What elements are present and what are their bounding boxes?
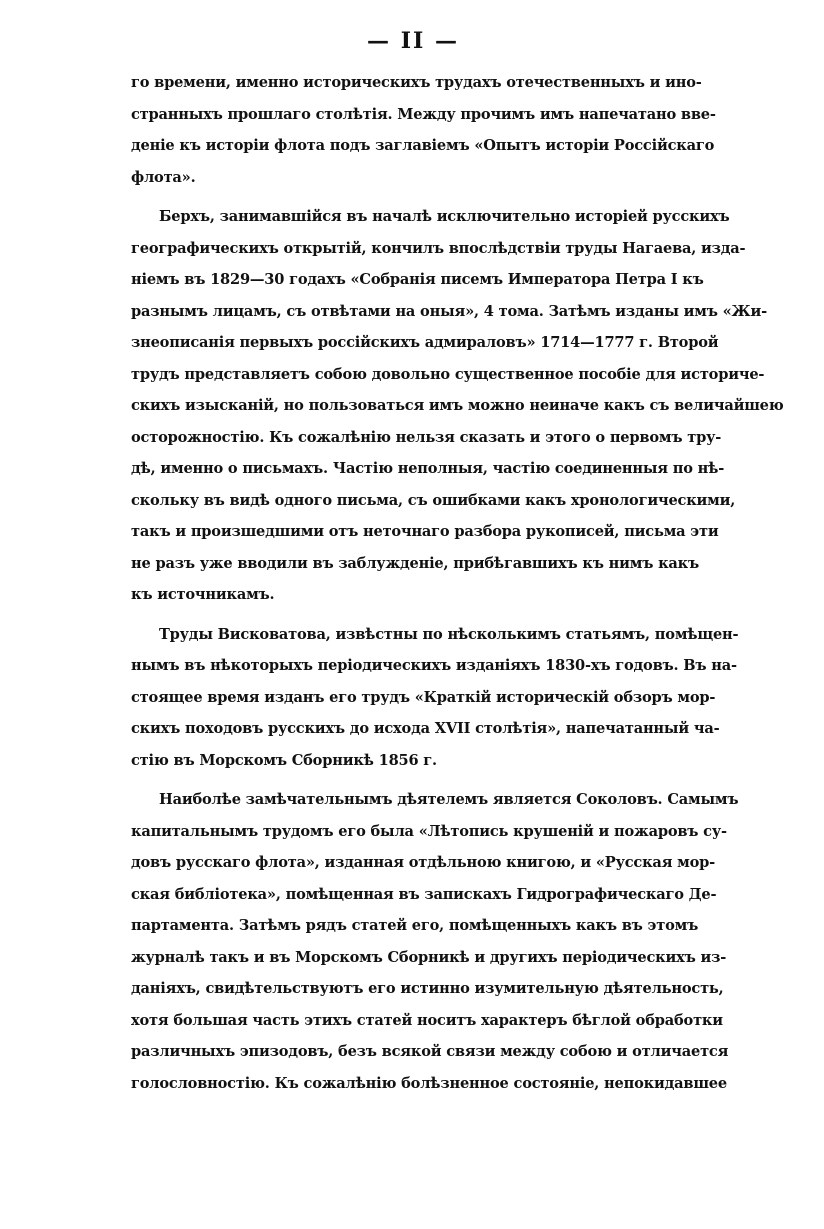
text-line: даніяхъ, свидѣтельствуютъ его истинно изумительную дѣятельность, <box>131 980 724 997</box>
text-line: го времени, именно историческихъ трудахъ отечественныхъ и ино- <box>131 74 702 91</box>
text-line: нымъ въ нѣкоторыхъ періодическихъ изданіяхъ 1830-хъ годовъ. Въ на- <box>131 657 737 674</box>
text-line: трудъ представляетъ собою довольно существенное пособіе для историче- <box>131 365 765 383</box>
text-line: капитальнымъ трудомъ его была «Лѣтопись крушеній и пожаровъ су- <box>131 822 727 840</box>
text-line: хотя большая часть этихъ статей носитъ характеръ бѣглой обработки <box>131 1011 723 1029</box>
page-body <box>131 67 784 1107</box>
text-line: стоящее время изданъ его трудъ «Краткій историческій обзоръ мор- <box>131 688 716 706</box>
page-number: — II — <box>367 28 459 54</box>
text-line: къ источникамъ. <box>131 586 275 603</box>
text-line: журналѣ такъ и въ Морскомъ Сборникѣ и другихъ періодическихъ из- <box>131 948 727 966</box>
text-line: ская библіотека», помѣщенная въ запискахъ Гидрографическаго Де- <box>131 885 717 903</box>
text-line: Берхъ, занимавшійся въ началѣ исключительно исторіей русскихъ <box>159 208 730 225</box>
text-line: скольку въ видѣ одного письма, съ ошибками какъ хронологическими, <box>131 491 736 509</box>
text-line: различныхъ эпизодовъ, безъ всякой связи между собою и отличается <box>131 1043 729 1060</box>
text-line: довъ русскаго флота», изданная отдѣльною книгою, и «Русская мор- <box>131 854 716 871</box>
text-line: не разъ уже вводили въ заблужденіе, прибѣгавшихъ къ нимъ какъ <box>131 554 700 572</box>
text-line: географическихъ открытій, кончилъ впослѣдствіи труды Нагаева, изда- <box>131 239 746 257</box>
text-line: скихъ походовъ русскихъ до исхода XVII столѣтія», напечатанный ча- <box>131 720 720 737</box>
text-line: дѣ, именно о письмахъ. Частію неполныя, частію соединенныя по нѣ- <box>131 460 725 477</box>
text-line: Наиболѣе замѣчательнымъ дѣятелемъ является Соколовъ. Самымъ <box>159 791 739 808</box>
text-line: стію въ Морскомъ Сборникѣ 1856 г. <box>131 751 437 769</box>
text-line: деніе къ исторіи флота подъ заглавіемъ «Опытъ исторіи Россійскаго <box>131 137 715 154</box>
text-line: разнымъ лицамъ, съ отвѣтами на оныя», 4 тома. Затѣмъ изданы имъ «Жи- <box>131 302 767 320</box>
paragraph <box>131 201 784 611</box>
text-line: ніемъ въ 1829—30 годахъ «Собранія писемъ Императора Петра I къ <box>131 271 704 288</box>
text-line: флота». <box>131 168 196 186</box>
text-line: партамента. Затѣмъ рядъ статей его, помѣщенныхъ какъ въ этомъ <box>131 917 699 934</box>
text-line: знеописанія первыхъ россійскихъ адмираловъ» 1714—1777 г. Второй <box>131 334 719 351</box>
text-line: Труды Висковатова, извѣстны по нѣсколькимъ статьямъ, помѣщен- <box>159 625 739 643</box>
paragraph <box>131 619 739 777</box>
paragraph <box>131 784 739 1099</box>
text-line: странныхъ прошлаго столѣтія. Между прочимъ имъ напечатано вве- <box>131 105 716 123</box>
text-line: осторожностію. Къ сожалѣнію нельзя сказать и этого о первомъ тру- <box>131 428 722 446</box>
text-line: такъ и произшедшими отъ неточнаго разбора рукописей, письма эти <box>131 523 719 540</box>
text-line: голословностію. Къ сожалѣнію болѣзненное состояніе, непокидавшее <box>131 1074 727 1092</box>
paragraph <box>131 67 716 193</box>
text-line: скихъ изысканій, но пользоваться имъ можно неиначе какъ съ величайшею <box>131 397 784 414</box>
